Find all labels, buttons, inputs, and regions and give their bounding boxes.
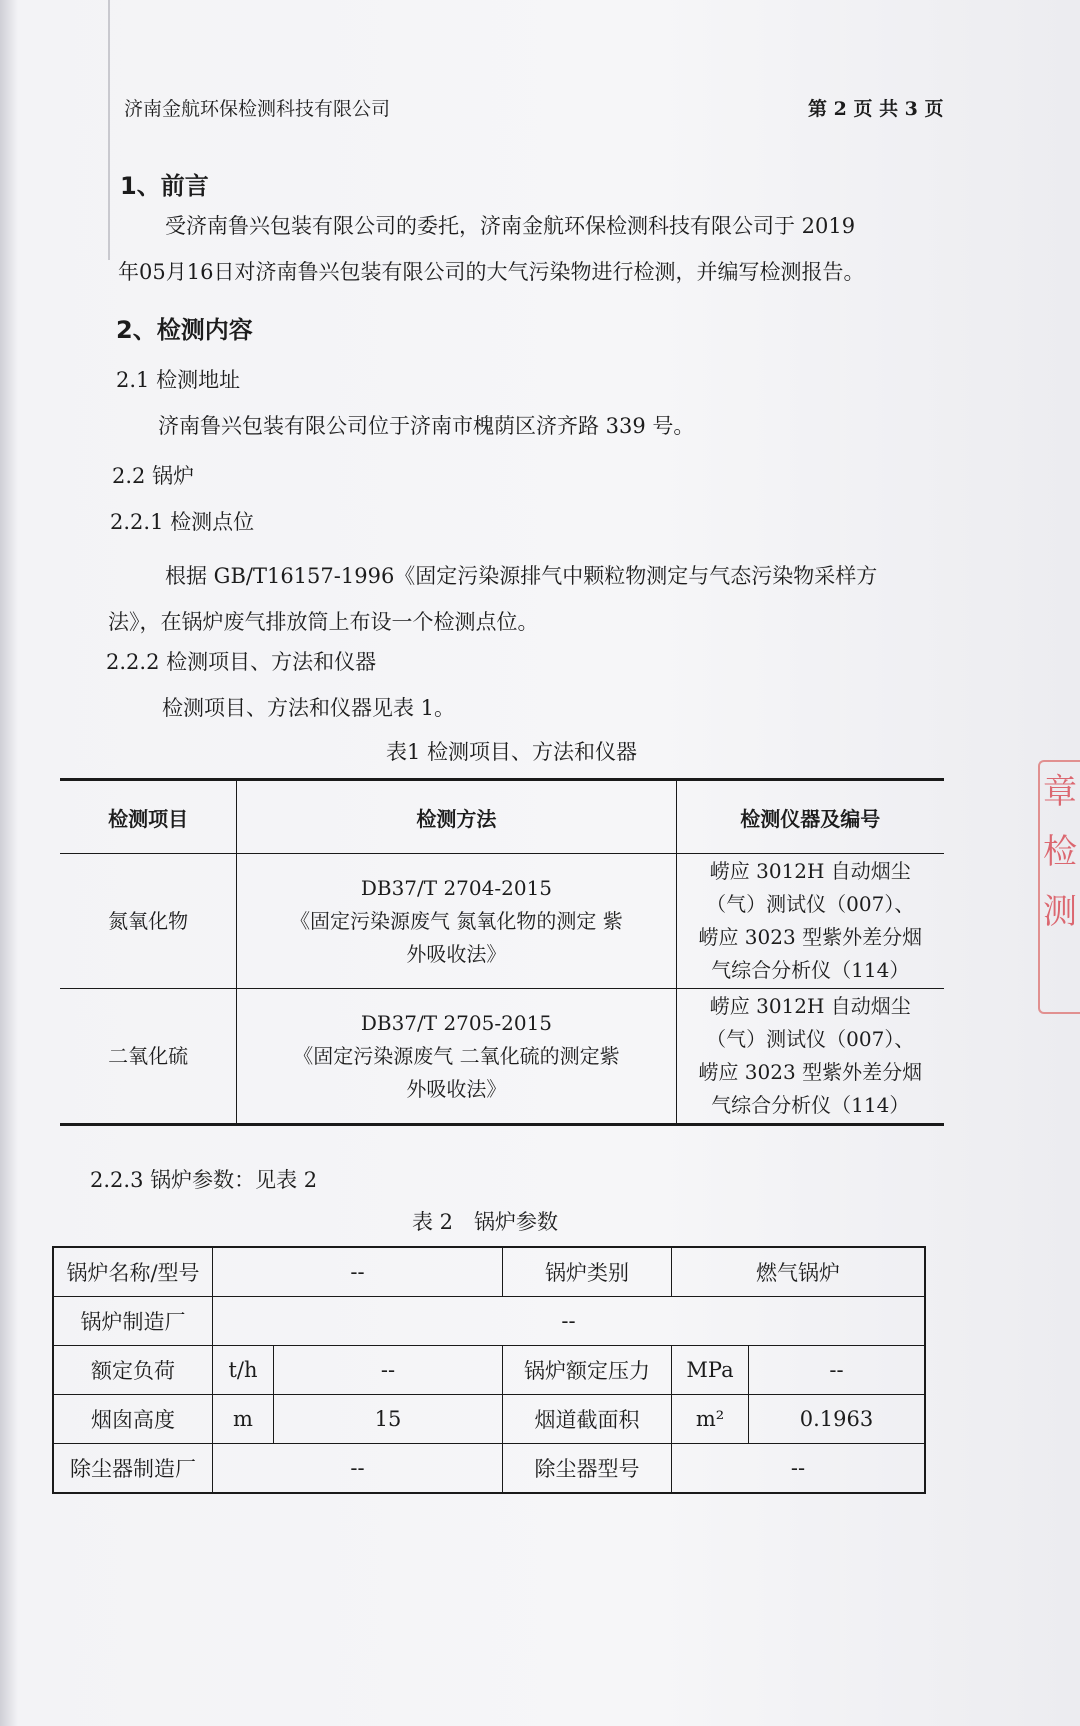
table-row bbox=[60, 989, 944, 1125]
method-line: DB37/T 2705-2015 bbox=[360, 1010, 553, 1035]
table1-instrument-cell bbox=[676, 854, 944, 989]
table2-value-cell: -- bbox=[672, 1444, 926, 1494]
table2-value-cell: -- bbox=[213, 1444, 503, 1494]
section-2-2-1-line2: 法》，在锅炉废气排放筒上布设一个检测点位。 bbox=[108, 610, 539, 634]
section-2-2-1-line1: 根据 GB/T16157-1996《固定污染源排气中颗粒物测定与气态污染物采样方 bbox=[165, 564, 878, 588]
table-row bbox=[53, 1395, 925, 1444]
table-row bbox=[53, 1444, 925, 1494]
table2-unit-cell: m² bbox=[672, 1395, 749, 1444]
page-edge-shadow bbox=[108, 0, 110, 260]
table2-value-cell: 15 bbox=[274, 1395, 503, 1444]
table-row bbox=[53, 1346, 925, 1395]
table2-label-cell: 除尘器制造厂 bbox=[53, 1444, 213, 1494]
header-company: 济南金航环保检测科技有限公司 bbox=[124, 98, 391, 120]
instrument-line: （气）测试仪（007）、 bbox=[706, 892, 915, 916]
header-page-info: 第 2 页 共 3 页 bbox=[808, 98, 944, 120]
section-2-2-1-title: 2.2.1 检测点位 bbox=[110, 510, 255, 534]
section-2-2-2-text: 检测项目、方法和仪器见表 1。 bbox=[162, 696, 456, 720]
section-2-title: 2、检测内容 bbox=[116, 316, 253, 344]
table2-value-cell: -- bbox=[213, 1297, 926, 1346]
table2-label-cell: 锅炉类别 bbox=[503, 1247, 672, 1297]
section-1-para-line1: 受济南鲁兴包装有限公司的委托，济南金航环保检测科技有限公司于 2019 bbox=[165, 214, 856, 238]
table1-item-cell: 二氧化硫 bbox=[60, 989, 237, 1125]
instrument-line: 气综合分析仪（114） bbox=[711, 1093, 910, 1117]
table2-label-cell: 锅炉制造厂 bbox=[53, 1297, 213, 1346]
table1-header-method: 检测方法 bbox=[237, 780, 676, 854]
instrument-line: 崂应 3023 型紫外差分烟 bbox=[698, 925, 923, 949]
instrument-line: （气）测试仪（007）、 bbox=[706, 1027, 915, 1051]
table1-methods bbox=[60, 778, 944, 1126]
section-2-1-text: 济南鲁兴包装有限公司位于济南市槐荫区济齐路 339 号。 bbox=[158, 414, 695, 438]
table1-header-row bbox=[60, 780, 944, 854]
table2-value-cell: -- bbox=[213, 1247, 503, 1297]
table2-unit-cell: MPa bbox=[672, 1346, 749, 1395]
table1-instrument-cell bbox=[676, 989, 944, 1125]
table2-value-cell: -- bbox=[749, 1346, 926, 1395]
section-2-1-title: 2.1 检测地址 bbox=[116, 368, 241, 392]
table2-caption: 表 2 锅炉参数 bbox=[412, 1210, 559, 1234]
instrument-line: 气综合分析仪（114） bbox=[711, 958, 910, 982]
table2-label-cell: 烟道截面积 bbox=[503, 1395, 672, 1444]
table-row bbox=[53, 1297, 925, 1346]
instrument-line: 崂应 3012H 自动烟尘 bbox=[709, 994, 911, 1018]
table2-label-cell: 锅炉名称/型号 bbox=[53, 1247, 213, 1297]
stamp-char: 章 bbox=[1043, 772, 1077, 812]
table2-label-cell: 额定负荷 bbox=[53, 1346, 213, 1395]
method-line: 外吸收法》 bbox=[406, 941, 507, 966]
method-line: DB37/T 2704-2015 bbox=[360, 875, 553, 900]
table2-value-cell: 0.1963 bbox=[749, 1395, 926, 1444]
section-2-2-3-title: 2.2.3 锅炉参数：见表 2 bbox=[90, 1168, 318, 1192]
table1-item-cell: 氮氧化物 bbox=[60, 854, 237, 989]
table2-label-cell: 除尘器型号 bbox=[503, 1444, 672, 1494]
table-row bbox=[53, 1247, 925, 1297]
table2-boiler-params bbox=[52, 1246, 926, 1494]
table2-value-cell: -- bbox=[274, 1346, 503, 1395]
table2-label-cell: 烟囱高度 bbox=[53, 1395, 213, 1444]
method-line: 《固定污染源废气 二氧化硫的测定紫 bbox=[293, 1043, 620, 1068]
table1-method-cell bbox=[237, 989, 676, 1125]
stamp-char: 检 bbox=[1043, 832, 1077, 872]
method-line: 外吸收法》 bbox=[406, 1076, 507, 1101]
stamp-char: 测 bbox=[1043, 892, 1077, 932]
method-line: 《固定污染源废气 氮氧化物的测定 紫 bbox=[290, 908, 623, 933]
instrument-line: 崂应 3012H 自动烟尘 bbox=[709, 859, 911, 883]
section-2-2-2-title: 2.2.2 检测项目、方法和仪器 bbox=[106, 650, 377, 674]
table1-header-instrument: 检测仪器及编号 bbox=[676, 780, 944, 854]
instrument-line: 崂应 3023 型紫外差分烟 bbox=[698, 1060, 923, 1084]
table1-header-item: 检测项目 bbox=[60, 780, 237, 854]
section-1-title: 1、前言 bbox=[120, 172, 209, 200]
table2-unit-cell: t/h bbox=[213, 1346, 274, 1395]
table2-unit-cell: m bbox=[213, 1395, 274, 1444]
red-seal-stamp bbox=[1038, 760, 1080, 1014]
table2-label-cell: 锅炉额定压力 bbox=[503, 1346, 672, 1395]
table2-value-cell: 燃气锅炉 bbox=[672, 1247, 926, 1297]
table1-method-cell bbox=[237, 854, 676, 989]
table1-caption: 表1 检测项目、方法和仪器 bbox=[386, 740, 638, 764]
table-row bbox=[60, 854, 944, 989]
section-1-para-line2: 年05月16日对济南鲁兴包装有限公司的大气污染物进行检测，并编写检测报告。 bbox=[118, 260, 865, 284]
section-2-2-title: 2.2 锅炉 bbox=[112, 464, 195, 488]
